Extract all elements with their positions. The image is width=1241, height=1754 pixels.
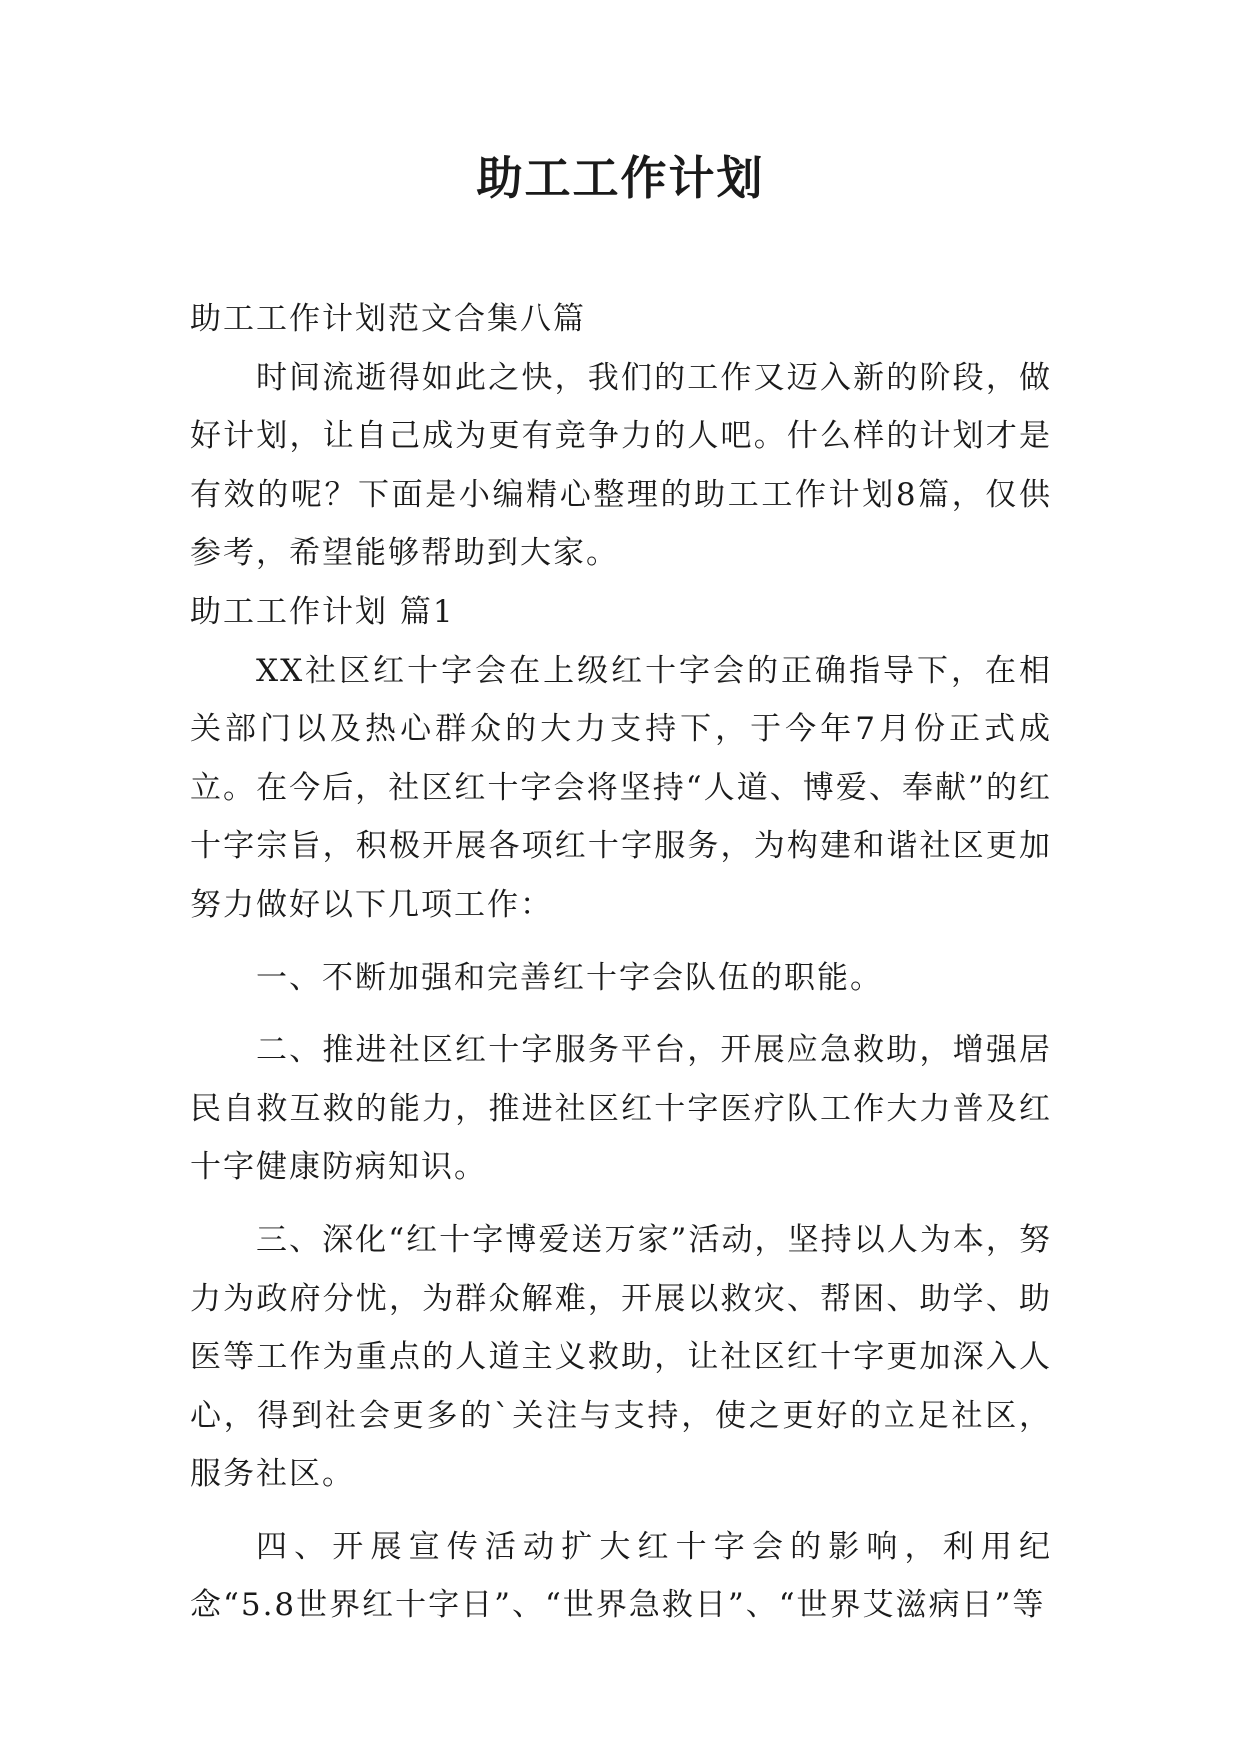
document-title: 助工工作计划 bbox=[476, 151, 765, 205]
list-item-1: 一、不断加强和完善红十字会队伍的职能。 bbox=[256, 959, 883, 996]
intro-paragraph: 时间流逝得如此之快，我们的工作又迈入新的阶段，做好计划，让自己成为更有竞争力的人吧。什么样的计划才是有效的呢？下面是小编精心整理的助工工作计划8篇，仅供参考，希望能够帮助到大家。 bbox=[190, 359, 1052, 572]
list-item-3: 三、深化“红十字博爱送万家”活动，坚持以人为本，努力为政府分忧，为群众解难，开展以救灾、帮困、助学、助医等工作为重点的人道主义救助，让社区红十字更加深入人心，得到社会更多的`关注与支持，使之更好的立足社区，服务社区。 bbox=[190, 1221, 1052, 1493]
list-item-2: 二、推进社区红十字服务平台，开展应急救助，增强居民自救互救的能力，推进社区红十字医疗队工作大力普及红十字健康防病知识。 bbox=[190, 1032, 1052, 1186]
body-paragraph: XX社区红十字会在上级红十字会的正确指导下，在相关部门以及热心群众的大力支持下，于今年7月份正式成立。在今后，社区红十字会将坚持“人道、博爱、奉献”的红十字宗旨，积极开展各项红十字服务，为构建和谐社区更加努力做好以下几项工作： bbox=[190, 652, 1052, 923]
list-item-4: 四、开展宣传活动扩大红十字会的影响，利用纪念“5.8世界红十字日”、“世界急救日”、“世界艾滋病日”等 bbox=[190, 1528, 1052, 1624]
document-body bbox=[190, 290, 1052, 1635]
subtitle-line: 助工工作计划范文合集八篇 bbox=[190, 301, 586, 337]
section-heading: 助工工作计划 篇1 bbox=[190, 593, 455, 630]
